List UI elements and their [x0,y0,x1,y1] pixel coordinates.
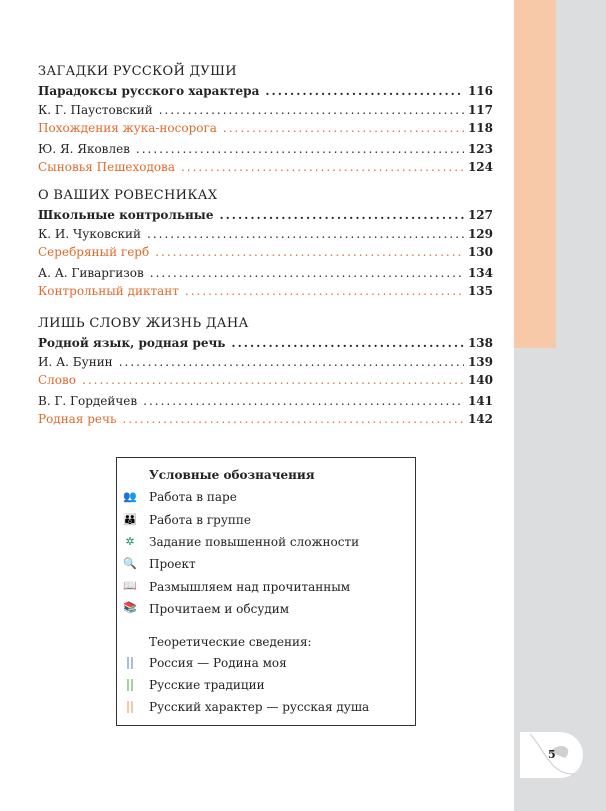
toc-entry[interactable] [38,121,493,135]
legend-item: Работа в группе [149,513,251,527]
entry-title: Слово [38,373,77,387]
toc-entry[interactable] [38,373,493,387]
entry-title: А. А. Гиваргизов [38,266,144,280]
toc-entry[interactable] [38,160,493,174]
dot-leader [181,160,464,174]
legend-item: Прочитаем и обсудим [149,602,290,616]
entry-page: 127 [467,208,493,222]
dot-leader [231,336,464,350]
entry-title: Родная речь [38,412,117,426]
theory-bar-icon [127,679,133,691]
entry-title: К. Г. Паустовский [38,103,153,117]
theory-item: Русский характер — русская душа [149,700,370,714]
group-work-icon: 👪 [123,513,137,526]
toc-entry[interactable] [38,284,493,298]
dot-leader [82,373,464,387]
page-number-badge [520,730,590,780]
toc-entry[interactable] [38,103,493,117]
dot-leader [185,284,464,298]
chapter-color-tab [514,0,556,348]
dot-leader [159,103,464,117]
dot-leader [265,84,464,98]
entry-title: Серебряный герб [38,245,150,259]
toc-entry[interactable] [38,336,493,350]
dot-leader [122,412,463,426]
toc-entry[interactable] [38,394,493,408]
legend-item: Задание повышенной сложности [149,535,360,549]
section-heading: О ВАШИХ РОВЕСНИКАХ [38,188,218,203]
entry-page: 116 [467,84,493,98]
toc-entry[interactable] [38,245,493,259]
entry-title: Парадоксы русского характера [38,84,260,98]
section-heading: ЗАГАДКИ РУССКОЙ ДУШИ [38,64,237,79]
entry-page: 123 [467,142,493,156]
entry-page: 139 [467,355,493,369]
dot-leader [155,245,464,259]
theory-item: Русские традиции [149,678,265,692]
dot-leader [147,227,464,241]
entry-title: Контрольный диктант [38,284,179,298]
entry-title: Родной язык, родная речь [38,336,226,350]
asterisk-icon: ✲ [125,535,135,548]
dot-leader [150,266,464,280]
entry-page: 130 [467,245,493,259]
toc-entry[interactable] [38,227,493,241]
entry-title: Ю. Я. Яковлев [38,142,130,156]
legend-item: Проект [149,557,196,571]
theory-title: Теоретические сведения: [149,635,312,649]
page-number: 5 [548,748,556,761]
entry-page: 140 [467,373,493,387]
toc-entry[interactable] [38,266,493,280]
theory-bar-icon [127,657,133,669]
legend-box [116,457,416,726]
entry-title: К. И. Чуковский [38,227,142,241]
dot-leader [136,142,464,156]
entry-page: 129 [467,227,493,241]
entry-title: Школьные контрольные [38,208,214,222]
dot-leader [143,394,464,408]
entry-page: 135 [467,284,493,298]
toc-entry[interactable] [38,355,493,369]
theory-bar-icon [127,701,133,713]
entry-title: Сыновья Пешеходова [38,160,175,174]
legend-title: Условные обозначения [149,468,315,482]
entry-page: 138 [467,336,493,350]
legend-item: Работа в паре [149,490,237,504]
entry-title: Похождения жука-носорога [38,121,217,135]
pair-work-icon: 👥 [123,490,137,503]
discuss-book-icon: 📚 [123,601,137,614]
dot-leader [223,121,464,135]
entry-page: 117 [467,103,493,117]
entry-page: 141 [467,394,493,408]
dot-leader [119,355,464,369]
entry-page: 118 [467,121,493,135]
entry-title: И. А. Бунин [38,355,113,369]
entry-page: 124 [467,160,493,174]
entry-page: 134 [467,266,493,280]
legend-item: Размышляем над прочитанным [149,580,351,594]
toc-entry[interactable] [38,84,493,98]
toc-entry[interactable] [38,412,493,426]
section-heading: ЛИШЬ СЛОВУ ЖИЗНЬ ДАНА [38,316,249,331]
entry-title: В. Г. Гордейчев [38,394,138,408]
entry-page: 142 [467,412,493,426]
reflect-book-icon: 📖 [123,579,137,592]
theory-item: Россия — Родина моя [149,656,287,670]
toc-entry[interactable] [38,208,493,222]
dot-leader [219,208,463,222]
project-magnifier-icon: 🔍 [123,557,137,570]
toc-entry[interactable] [38,142,493,156]
